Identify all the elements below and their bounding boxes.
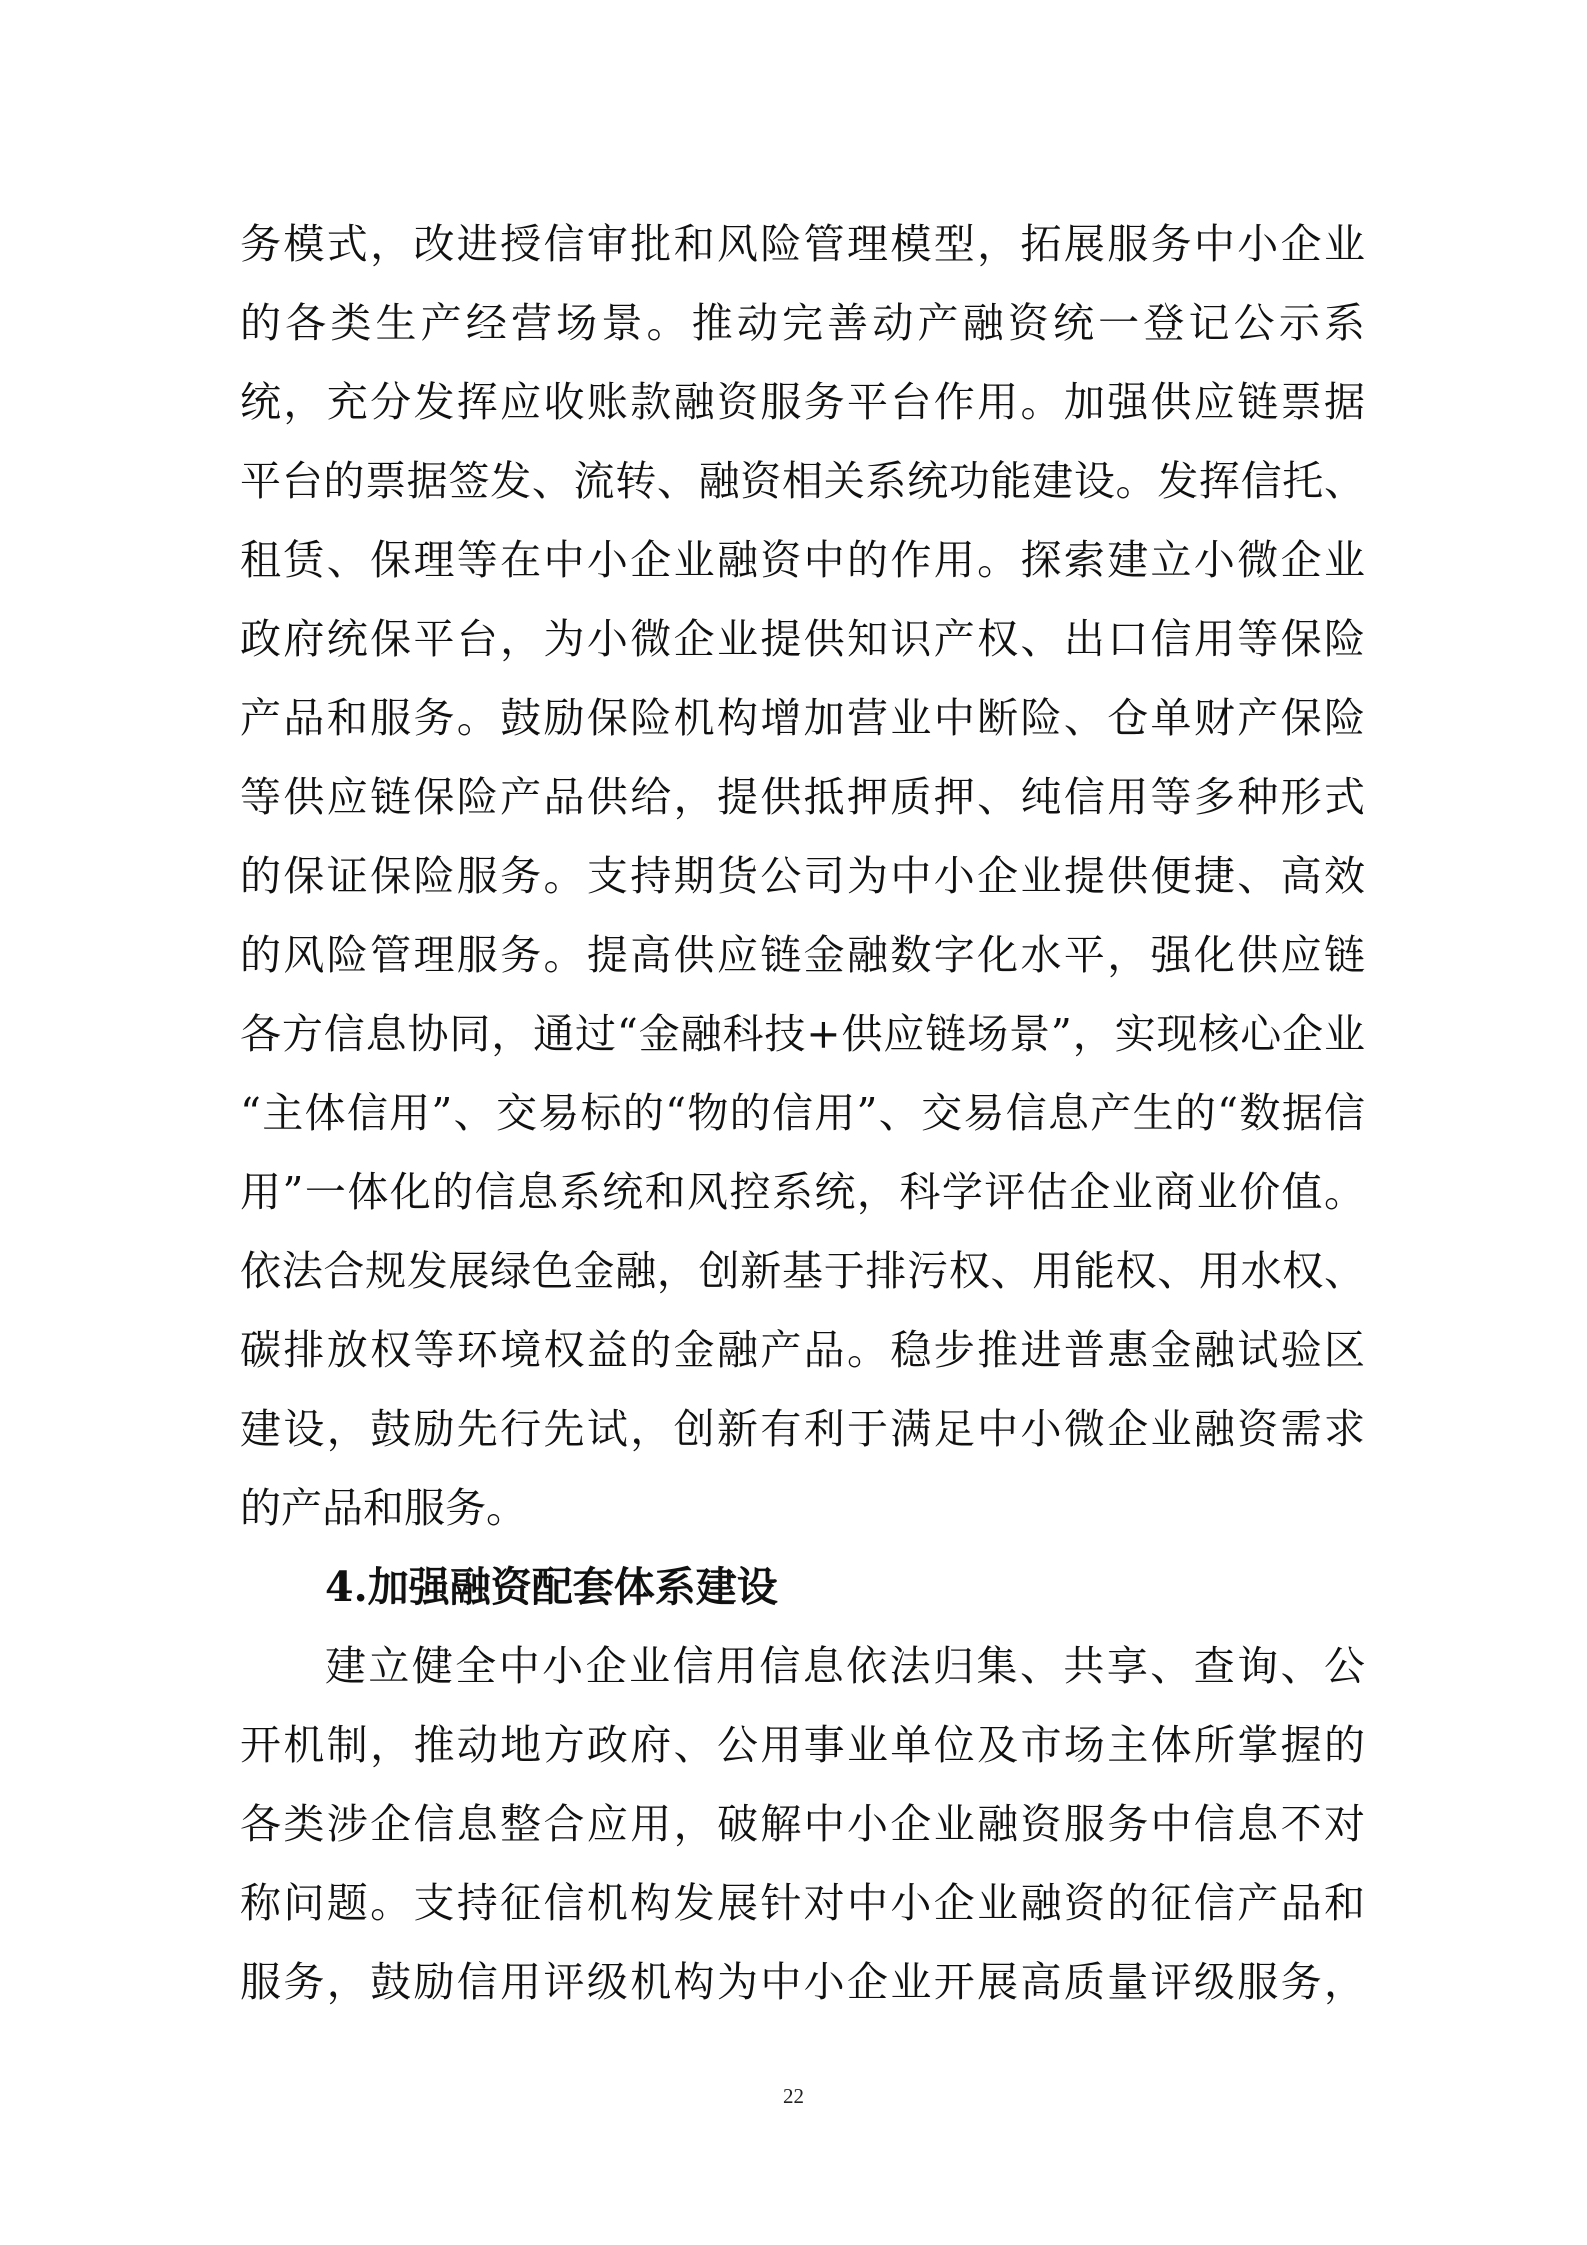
paragraph-line: 开机制，推动地方政府、公用事业单位及市场主体所掌握的	[240, 1721, 1365, 1769]
body-text	[240, 205, 1365, 2022]
paragraph-line: 称问题。支持征信机构发展针对中小企业融资的征信产品和	[240, 1879, 1365, 1927]
paragraph-line: “主体信用”、交易标的“物的信用”、交易信息产生的“数据信	[240, 1089, 1365, 1137]
paragraph-line: 政府统保平台，为小微企业提供知识产权、出口信用等保险	[240, 615, 1365, 663]
paragraph-line: 各类涉企信息整合应用，破解中小企业融资服务中信息不对	[240, 1800, 1365, 1848]
paragraph-line: 平台的票据签发、流转、融资相关系统功能建设。发挥信托、	[240, 457, 1365, 505]
paragraph-line: 各方信息协同，通过“金融科技+供应链场景”，实现核心企业	[240, 1010, 1365, 1058]
paragraph-line: 用”一体化的信息系统和风控系统，科学评估企业商业价值。	[240, 1168, 1365, 1216]
section-heading: 4.加强融资配套体系建设	[325, 1563, 778, 1611]
paragraph-line: 的各类生产经营场景。推动完善动产融资统一登记公示系	[240, 299, 1365, 347]
page-number: 22	[783, 2084, 804, 2108]
paragraph-line: 等供应链保险产品供给，提供抵押质押、纯信用等多种形式	[240, 773, 1365, 821]
paragraph-line: 产品和服务。鼓励保险机构增加营业中断险、仓单财产保险	[240, 694, 1365, 742]
paragraph-line: 依法合规发展绿色金融，创新基于排污权、用能权、用水权、	[240, 1247, 1365, 1295]
paragraph-line: 统，充分发挥应收账款融资服务平台作用。加强供应链票据	[240, 378, 1365, 426]
paragraph-line: 碳排放权等环境权益的金融产品。稳步推进普惠金融试验区	[240, 1326, 1365, 1374]
paragraph-line: 建立健全中小企业信用信息依法归集、共享、查询、公	[325, 1642, 1365, 1690]
paragraph-line: 服务，鼓励信用评级机构为中小企业开展高质量评级服务，	[240, 1958, 1365, 2006]
paragraph-line: 务模式，改进授信审批和风险管理模型，拓展服务中小企业	[240, 220, 1365, 268]
paragraph-line: 建设，鼓励先行先试，创新有利于满足中小微企业融资需求	[240, 1405, 1365, 1453]
paragraph-line: 租赁、保理等在中小企业融资中的作用。探索建立小微企业	[240, 536, 1365, 584]
paragraph-line: 的风险管理服务。提高供应链金融数字化水平，强化供应链	[240, 931, 1365, 979]
paragraph-line: 的产品和服务。	[240, 1484, 527, 1532]
paragraph-line: 的保证保险服务。支持期货公司为中小企业提供便捷、高效	[240, 852, 1365, 900]
